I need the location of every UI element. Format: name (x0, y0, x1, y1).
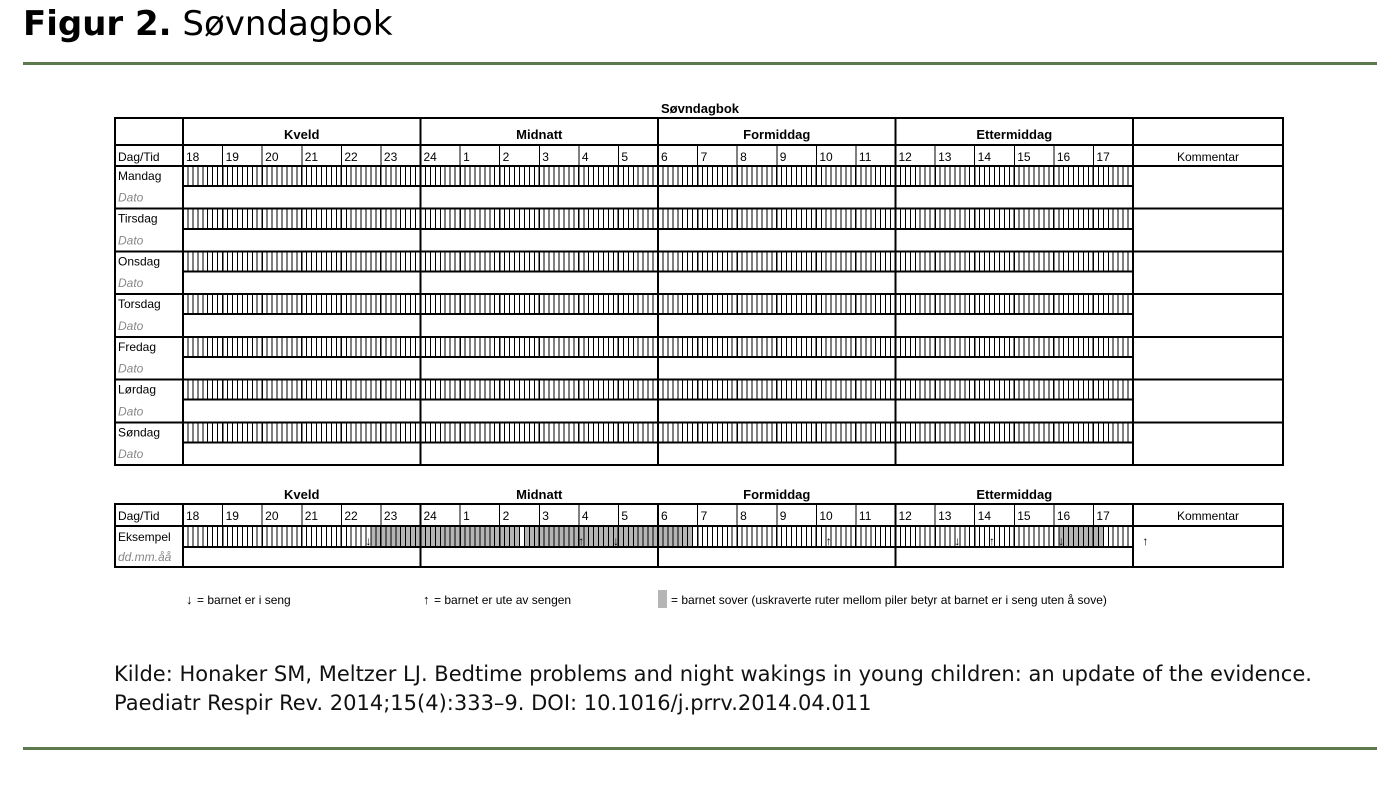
hour-label: 2 (502, 150, 510, 164)
example-period-header: Formiddag (743, 487, 811, 502)
example-hour-label: 4 (581, 509, 589, 523)
period-header: Formiddag (743, 127, 811, 142)
period-header: Midnatt (516, 127, 563, 142)
example-hour-label: 3 (542, 509, 549, 523)
hour-label: 23 (383, 150, 398, 164)
period-header: Kveld (284, 127, 320, 142)
hour-label: 21 (304, 150, 319, 164)
figure-title-text: Søvndagbok (182, 4, 393, 44)
up-arrow-icon: ↑ (988, 534, 995, 548)
example-hour-label: 16 (1056, 509, 1071, 523)
source-citation (114, 660, 1312, 718)
hour-label: 7 (700, 150, 708, 164)
hour-label: 15 (1017, 150, 1031, 164)
date-label: Dato (118, 190, 144, 205)
example-period-header: Kveld (284, 487, 320, 502)
period-header: Ettermiddag (976, 127, 1053, 142)
date-label: Dato (118, 447, 144, 461)
hour-label: 11 (858, 150, 872, 164)
legend-sleep-swatch (658, 590, 667, 608)
example-hour-label: 13 (938, 509, 952, 523)
example-comment-header: Kommentar (1176, 509, 1240, 523)
date-label: Dato (118, 318, 144, 333)
example-hour-label: 6 (661, 509, 668, 523)
hour-label: 18 (186, 150, 200, 164)
example-hour-label: 11 (858, 509, 872, 523)
hour-label: 9 (779, 150, 787, 164)
down-arrow-icon: ↓ (365, 534, 372, 548)
hour-label: 3 (542, 150, 549, 164)
date-label: Dato (118, 404, 144, 419)
day-label: Tirsdag (118, 211, 158, 226)
hour-label: 22 (344, 150, 358, 164)
example-hour-label: 1 (463, 509, 470, 523)
example-hour-label: 23 (383, 509, 398, 523)
day-label: Søndag (118, 425, 161, 440)
legend-sleep-text: = barnet sover (uskraverte ruter mellom piler betyr at barnet er i seng uten å sove) (671, 593, 1107, 607)
example-hour-label: 12 (898, 509, 912, 523)
source-line-1: Kilde: Honaker SM, Meltzer LJ. Bedtime problems and night wakings in young children: an update of the evidence. (114, 662, 1312, 686)
legend-down-arrow-icon: ↓ (186, 592, 193, 607)
comment-header: Kommentar (1176, 150, 1240, 164)
down-arrow-icon: ↓ (612, 534, 619, 548)
example-dagtid-label: Dag/Tid (118, 509, 160, 523)
example-hour-label: 21 (304, 509, 319, 523)
example-hour-label: 22 (344, 509, 358, 523)
example-hour-label: 9 (779, 509, 787, 523)
hour-label: 16 (1056, 150, 1071, 164)
example-hour-label: 14 (977, 509, 992, 523)
hour-label: 12 (898, 150, 912, 164)
hour-label: 6 (661, 150, 668, 164)
example-hour-label: 17 (1096, 509, 1110, 523)
sleep-shading (1059, 526, 1104, 547)
up-arrow-icon: ↑ (1142, 534, 1149, 548)
day-label: Lørdag (118, 382, 157, 397)
example-hour-label: 5 (621, 509, 629, 523)
hour-label: 13 (938, 150, 952, 164)
example-period-header: Midnatt (516, 487, 563, 502)
hour-label: 24 (423, 150, 437, 164)
day-label: Onsdag (118, 254, 161, 269)
legend-up-text: = barnet er ute av sengen (434, 593, 572, 607)
hour-label: 19 (225, 150, 239, 164)
down-arrow-icon: ↓ (1058, 534, 1065, 548)
figure-label: Figur 2. (23, 4, 172, 44)
date-label: Dato (118, 233, 144, 248)
example-date-format: dd.mm.åå (118, 550, 172, 564)
example-hour-label: 15 (1017, 509, 1031, 523)
diary-title: Søvndagbok (660, 101, 740, 116)
example-hour-label: 7 (700, 509, 708, 523)
date-label: Dato (118, 276, 144, 291)
example-period-header: Ettermiddag (976, 487, 1053, 502)
hour-label: 4 (581, 150, 589, 164)
up-arrow-icon: ↑ (825, 534, 832, 548)
day-label: Torsdag (118, 297, 161, 312)
dagtid-label: Dag/Tid (118, 150, 160, 164)
source-line-2: Paediatr Respir Rev. 2014;15(4):333–9. DOI: 10.1016/j.prrv.2014.04.011 (114, 691, 872, 715)
example-hour-label: 10 (819, 509, 833, 523)
example-row-label: Eksempel (118, 530, 171, 544)
example-hour-label: 18 (186, 509, 200, 523)
legend-up-arrow-icon: ↑ (423, 592, 430, 607)
hour-label: 14 (977, 150, 992, 164)
hour-label: 20 (265, 150, 279, 164)
hour-label: 1 (463, 150, 470, 164)
example-hour-label: 20 (265, 509, 279, 523)
day-label: Fredag (118, 339, 157, 354)
example-hour-label: 2 (502, 509, 510, 523)
hour-label: 5 (621, 150, 629, 164)
legend-down-text: = barnet er i seng (197, 593, 291, 607)
hour-label: 17 (1096, 150, 1110, 164)
date-label: Dato (118, 361, 144, 376)
example-hour-label: 19 (225, 509, 239, 523)
down-arrow-icon: ↓ (954, 534, 961, 548)
hour-label: 8 (740, 150, 747, 164)
bottom-divider (23, 747, 1377, 750)
example-hour-label: 8 (740, 509, 747, 523)
day-label: Mandag (118, 169, 162, 183)
example-hour-label: 24 (423, 509, 437, 523)
hour-label: 10 (819, 150, 833, 164)
up-arrow-icon: ↑ (578, 534, 585, 548)
